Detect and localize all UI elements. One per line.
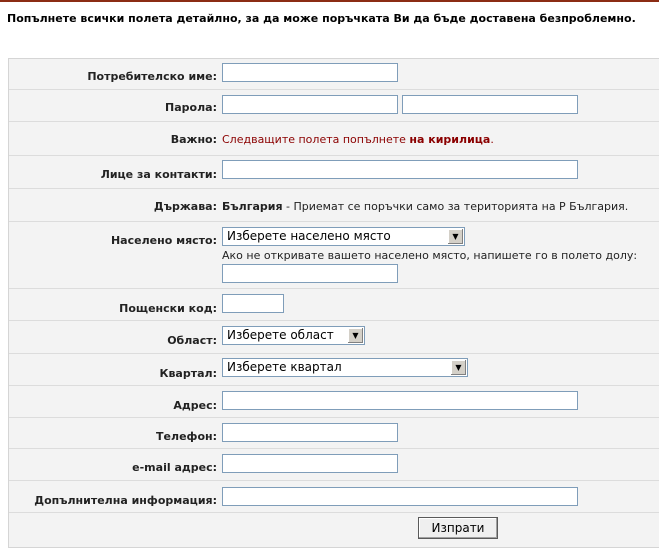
country-label: Държава: bbox=[153, 200, 217, 213]
row-contact bbox=[9, 156, 659, 189]
row-postcode bbox=[9, 289, 659, 321]
row-email bbox=[9, 449, 659, 481]
address-field[interactable] bbox=[222, 391, 578, 410]
chevron-down-icon[interactable]: ▼ bbox=[447, 229, 463, 244]
city-select[interactable] bbox=[222, 227, 465, 246]
password-field[interactable] bbox=[222, 95, 398, 114]
email-field[interactable] bbox=[222, 454, 398, 473]
country-name: България bbox=[222, 200, 283, 213]
extra-field[interactable] bbox=[222, 487, 578, 506]
district-select-value: Изберете квартал bbox=[227, 360, 342, 374]
row-country bbox=[9, 189, 659, 222]
chevron-down-icon[interactable]: ▼ bbox=[347, 328, 363, 343]
country-value bbox=[222, 200, 628, 213]
region-select[interactable] bbox=[222, 326, 365, 345]
note-end: . bbox=[490, 133, 494, 146]
postcode-field[interactable] bbox=[222, 294, 284, 313]
row-important bbox=[9, 122, 659, 156]
phone-field[interactable] bbox=[222, 423, 398, 442]
district-select[interactable] bbox=[222, 358, 468, 377]
row-username bbox=[9, 59, 659, 90]
contact-label: Лице за контакти: bbox=[100, 168, 217, 181]
submit-button[interactable]: Изпрати bbox=[418, 517, 498, 539]
email-label: e-mail адрес: bbox=[132, 461, 217, 474]
region-select-value: Изберете област bbox=[227, 328, 334, 342]
phone-label: Телефон: bbox=[156, 430, 217, 443]
city-custom-field[interactable] bbox=[222, 264, 398, 283]
city-help: Ако не откривате вашето населено място, напишете го в полето долу: bbox=[222, 249, 638, 262]
row-password bbox=[9, 90, 659, 122]
contact-field[interactable] bbox=[222, 160, 578, 179]
password-label: Парола: bbox=[165, 101, 217, 114]
chevron-down-icon[interactable]: ▼ bbox=[450, 360, 466, 375]
top-rule bbox=[0, 0, 659, 2]
order-form bbox=[8, 58, 659, 548]
row-address bbox=[9, 386, 659, 418]
password-confirm-field[interactable] bbox=[402, 95, 578, 114]
region-label: Област: bbox=[167, 334, 217, 347]
row-extra bbox=[9, 481, 659, 513]
row-region bbox=[9, 321, 659, 354]
district-label: Квартал: bbox=[159, 367, 217, 380]
cyrillic-note bbox=[222, 133, 494, 146]
address-label: Адрес: bbox=[173, 399, 217, 412]
city-label: Населено място: bbox=[110, 234, 217, 247]
row-district bbox=[9, 354, 659, 386]
note-emphasis: на кирилица bbox=[409, 133, 491, 146]
country-note: - Приемат се поръчки само за територията на Р България. bbox=[282, 200, 629, 213]
row-city bbox=[9, 222, 659, 289]
city-select-value: Изберете населено място bbox=[227, 229, 391, 243]
intro-text: Попълнете всички полета детайлно, за да може поръчката Ви да бъде доставена безпроблемно. bbox=[7, 12, 636, 25]
postcode-label: Пощенски код: bbox=[119, 302, 217, 315]
extra-label: Допълнителна информация: bbox=[34, 494, 217, 507]
row-phone bbox=[9, 418, 659, 449]
important-label: Важно: bbox=[170, 133, 217, 146]
row-submit bbox=[9, 513, 659, 547]
username-field[interactable] bbox=[222, 63, 398, 82]
note-text: Следващите полета попълнете bbox=[222, 133, 410, 146]
username-label: Потребителско име: bbox=[87, 70, 217, 83]
